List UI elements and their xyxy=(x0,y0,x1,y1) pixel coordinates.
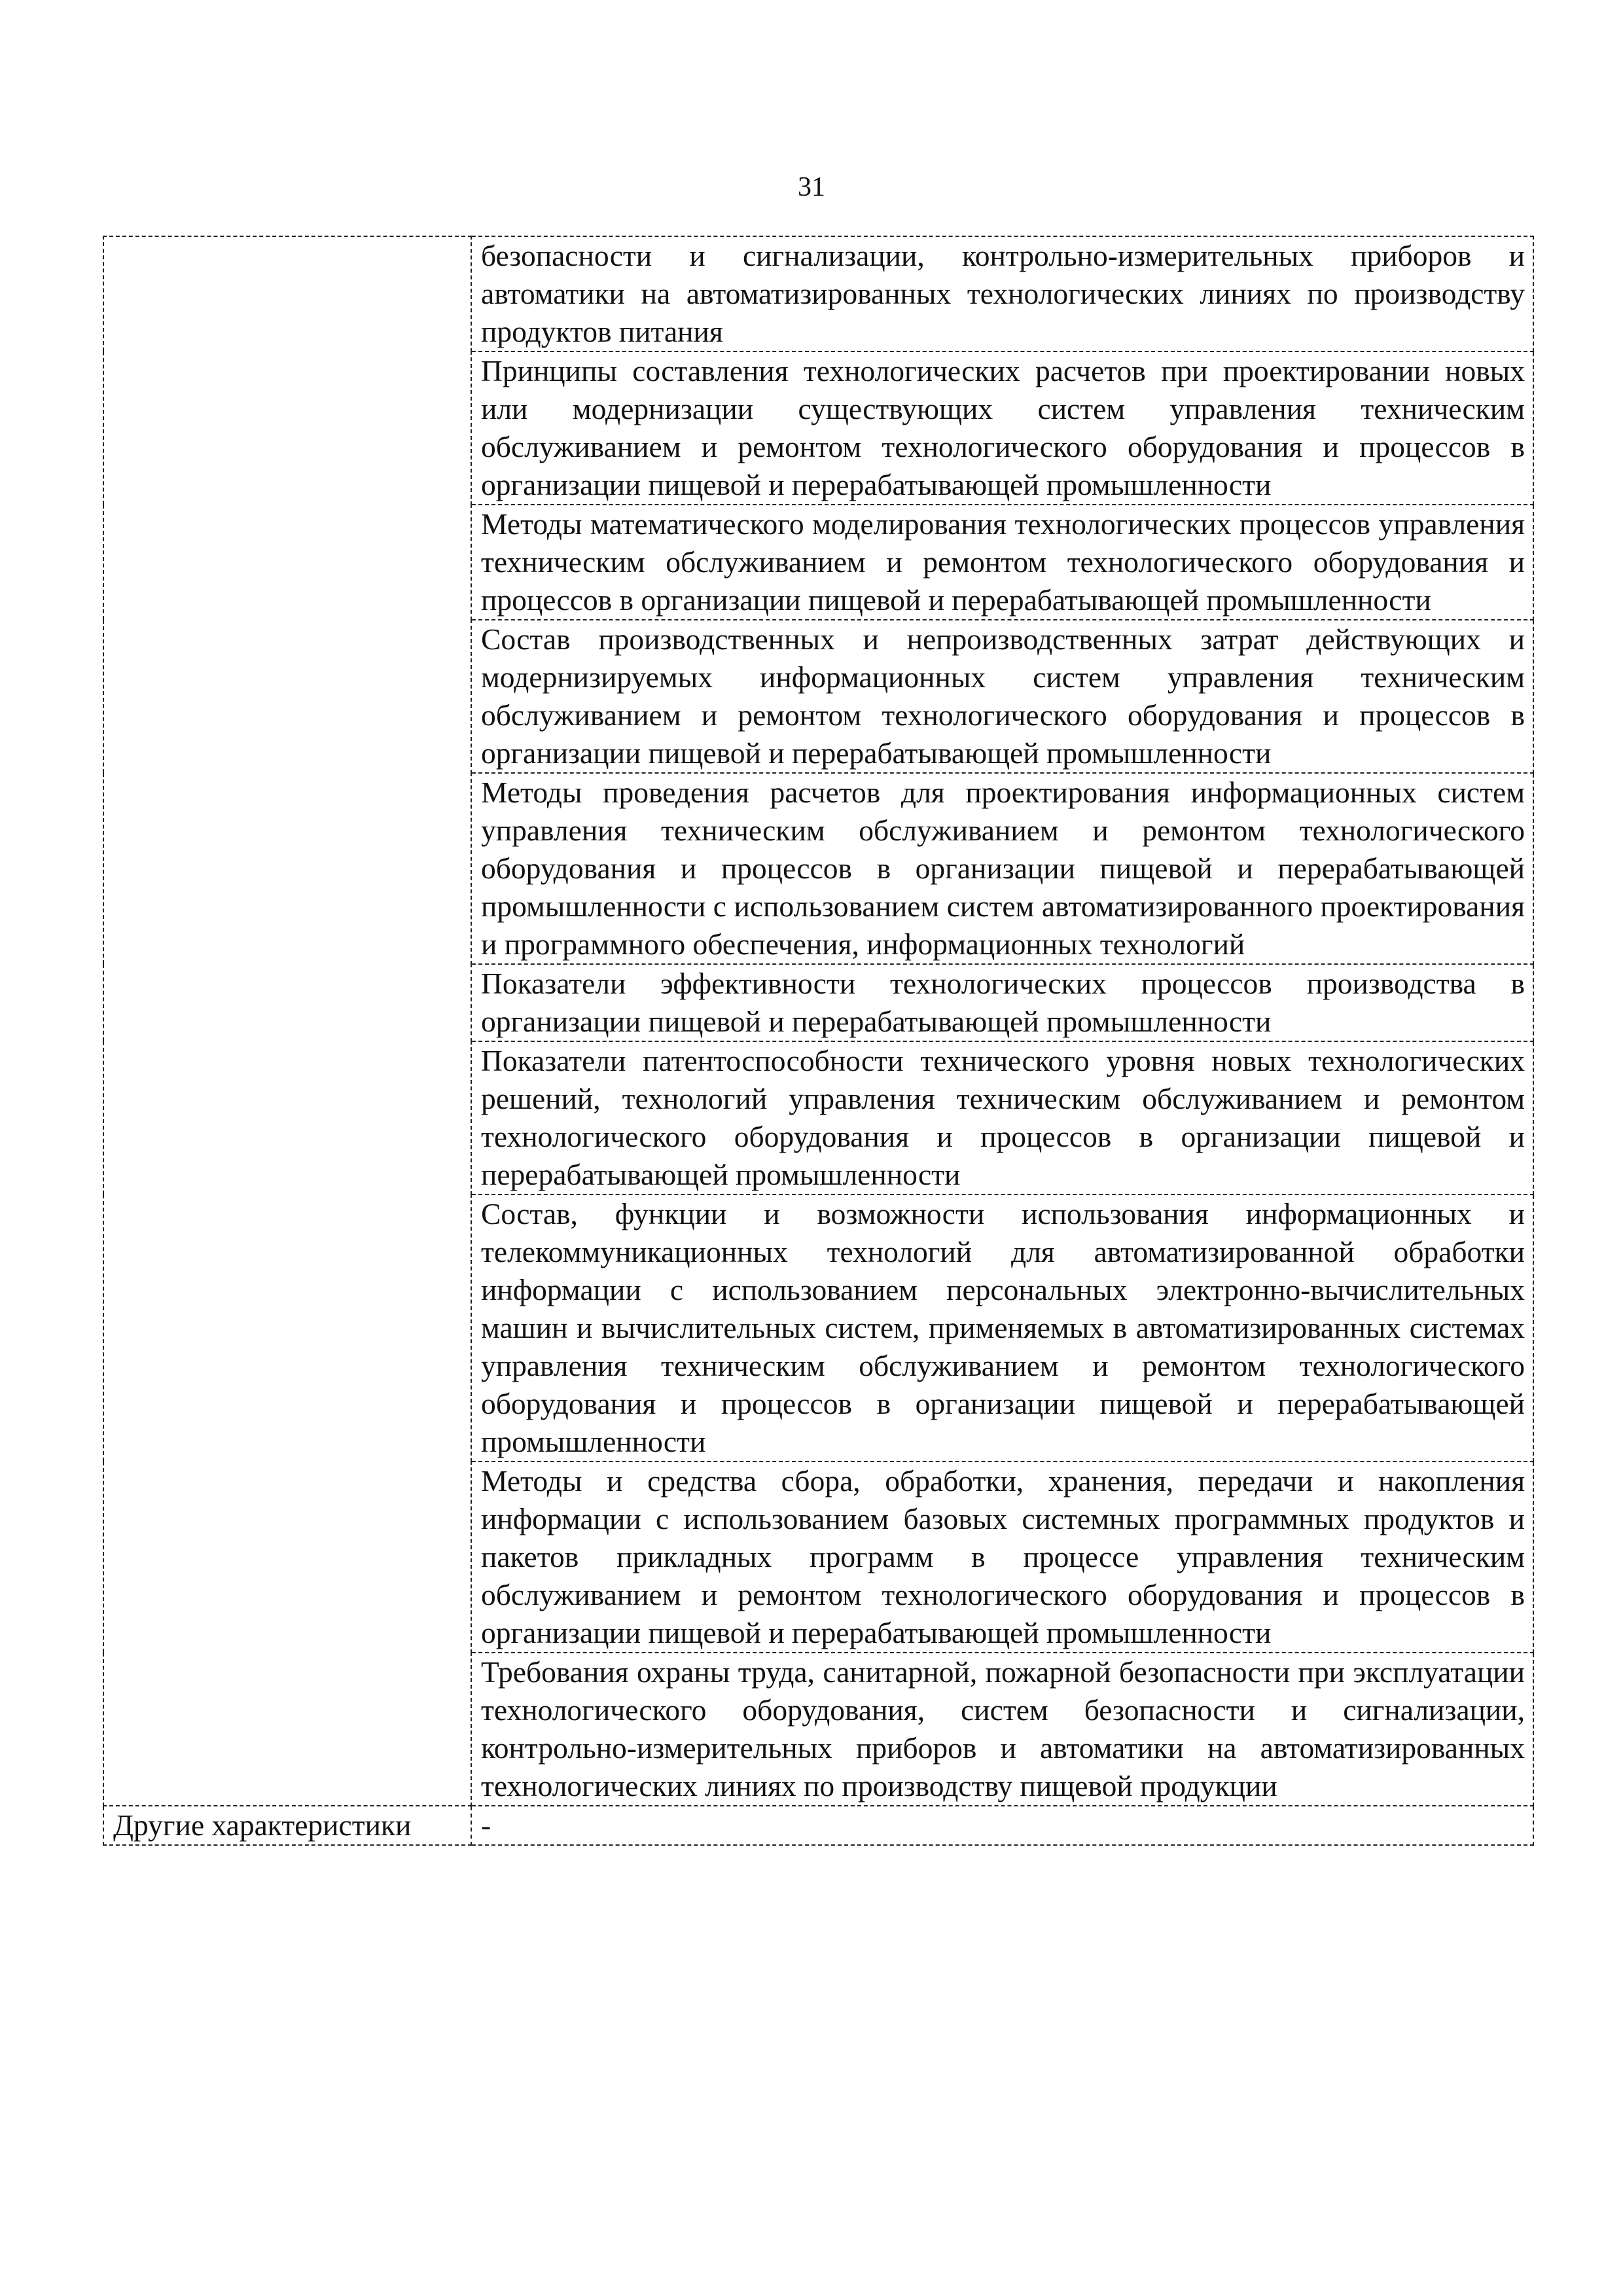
table-cell-item: Принципы составления технологических расчетов при проектировании новых или модернизации существующих систем управления техническим обслуживанием и ремонтом технологического оборудования и процессов в организации пищевой и перерабатывающей промышленности xyxy=(471,351,1533,505)
table-cell-item: Состав производственных и непроизводственных затрат действующих и модернизируемых информационных систем управления техническим обслуживанием и ремонтом технологического оборудования и процессов в организации пищевой и перерабатывающей промышленности xyxy=(471,620,1533,773)
table-row-other xyxy=(103,1806,1533,1845)
other-characteristics-label: Другие характеристики xyxy=(103,1806,471,1845)
table-cell-item: Методы математического моделирования технологических процессов управления техническим обслуживанием и ремонтом технологического оборудования и процессов в организации пищевой и перерабатывающей промышленности xyxy=(471,505,1533,620)
page-number: 31 xyxy=(798,172,825,202)
table-cell-item: Показатели патентоспособности технического уровня новых технологических решений, технологий управления техническим обслуживанием и ремонтом технологического оборудования и процессов в организации пищевой и перерабатывающей промышленности xyxy=(471,1041,1533,1194)
requirements-table xyxy=(103,236,1534,1846)
table-row xyxy=(103,236,1533,351)
table-cell-item: Методы проведения расчетов для проектирования информационных систем управления техническим обслуживанием и ремонтом технологического оборудования и процессов в организации пищевой и перерабатывающей промышленности с использованием систем автоматизированного проектирования и программного обеспечения, информационных технологий xyxy=(471,773,1533,964)
table-cell-item: Показатели эффективности технологических процессов производства в организации пищевой и перерабатывающей промышленности xyxy=(471,964,1533,1041)
table-cell-item: Методы и средства сбора, обработки, хранения, передачи и накопления информации с использованием базовых системных программных продуктов и пакетов прикладных программ в процессе управления техническим обслуживанием и ремонтом технологического оборудования и процессов в организации пищевой и перерабатывающей промышленности xyxy=(471,1462,1533,1653)
table-cell-item: Требования охраны труда, санитарной, пожарной безопасности при эксплуатации технологического оборудования, систем безопасности и сигнализации, контрольно-измерительных приборов и автоматики на автоматизированных технологических линиях по производству пищевой продукции xyxy=(471,1653,1533,1806)
table-cell-item: безопасности и сигнализации, контрольно-измерительных приборов и автоматики на автоматизированных технологических линиях по производству продуктов питания xyxy=(471,236,1533,351)
table-cell-item: Состав, функции и возможности использования информационных и телекоммуникационных технологий для автоматизированной обработки информации с использованием персональных электронно-вычислительных машин и вычислительных систем, применяемых в автоматизированных системах управления техническим обслуживанием и ремонтом технологического оборудования и процессов в организации пищевой и перерабатывающей промышленности xyxy=(471,1194,1533,1462)
row-label-cell-empty xyxy=(103,236,471,1806)
other-characteristics-value: - xyxy=(471,1806,1533,1845)
